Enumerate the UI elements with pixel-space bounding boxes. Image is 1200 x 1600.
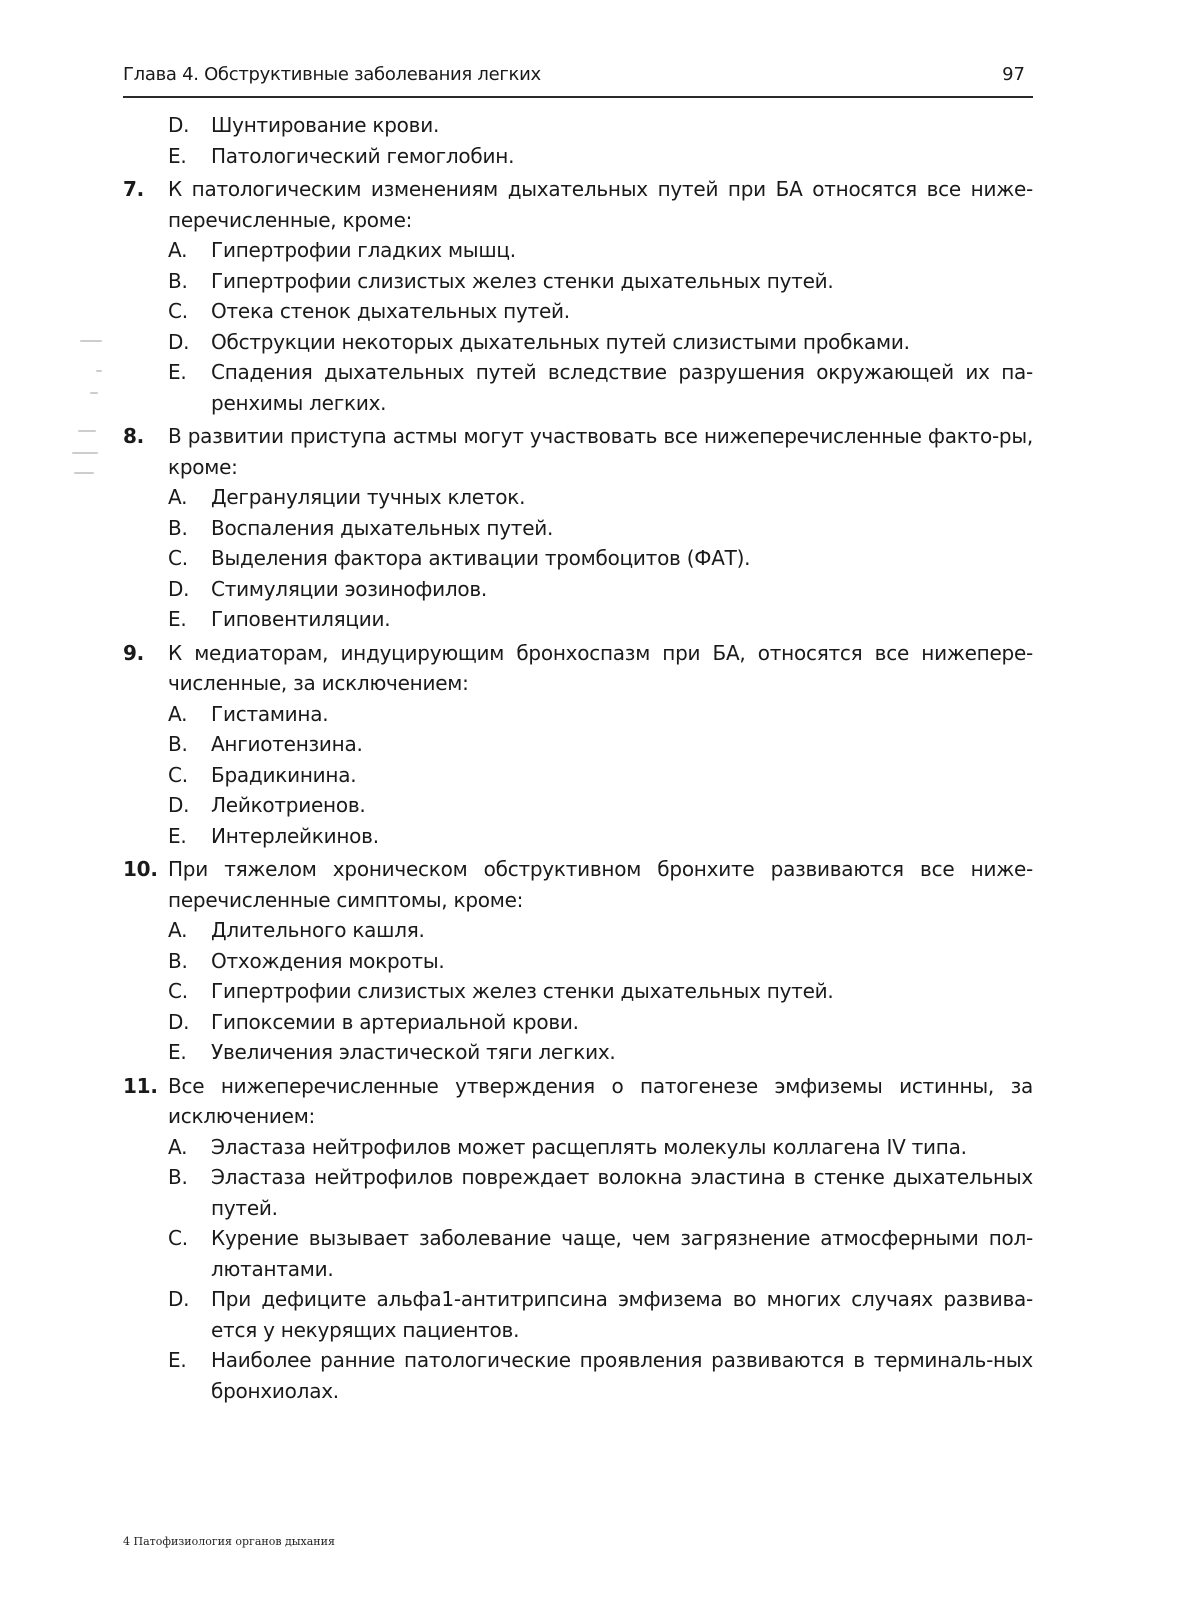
option-text: Интерлейкинов. (211, 823, 379, 848)
answer-option (123, 821, 1033, 852)
answer-option (123, 110, 1033, 141)
option-text: Ангиотензина. (211, 732, 363, 756)
question-number: 9. (123, 640, 145, 665)
option-text: Выделения фактора активации тромбоцитов (ФАТ). (211, 546, 751, 570)
option-text: Дегрануляции тучных клеток. (211, 485, 526, 509)
answer-option (123, 915, 1033, 946)
option-text: Стимуляции эозинофилов. (211, 576, 487, 601)
option-text: Длительного кашля. (211, 918, 425, 942)
question-stem (123, 1071, 1033, 1132)
answer-option (123, 543, 1033, 574)
option-letter: D. (168, 793, 190, 817)
question-text: При тяжелом хроническом обструктивном бронхите развиваются все ниже-перечисленные симптомы, кроме: (168, 857, 1033, 912)
answer-option (123, 482, 1033, 513)
answer-option (123, 729, 1033, 760)
answer-option (123, 790, 1033, 821)
answer-option (123, 1223, 1033, 1284)
option-text: Курение вызывает заболевание чаще, чем загрязнение атмосферными пол-лютантами. (211, 1226, 1033, 1281)
option-text: Спадения дыхательных путей вследствие разрушения окружающей их па-ренхимы легких. (211, 360, 1033, 415)
option-letter: D. (168, 1009, 190, 1034)
option-letter: B. (168, 732, 188, 756)
option-letter: C. (168, 546, 188, 570)
page-footer: 4 Патофизиология органов дыхания (123, 1535, 335, 1548)
question-stem (123, 421, 1033, 482)
option-text: Лейкотриенов. (211, 793, 366, 817)
answer-option (123, 296, 1033, 327)
option-text: Отека стенок дыхательных путей. (211, 299, 570, 323)
option-text: Эластаза нейтрофилов повреждает волокна эластина в стенке дыхательных путей. (211, 1165, 1033, 1220)
option-text: Шунтирование крови. (211, 113, 440, 137)
answer-option (123, 327, 1033, 358)
option-letter: A. (168, 485, 188, 509)
scan-artifacts (60, 330, 120, 510)
option-letter: A. (168, 918, 188, 942)
option-letter: C. (168, 1226, 188, 1250)
answer-option (123, 1037, 1033, 1068)
answer-option (123, 1284, 1033, 1345)
question-text: К патологическим изменениям дыхательных путей при БА относятся все ниже-перечисленные, кроме: (168, 177, 1033, 232)
option-letter: C. (168, 762, 188, 787)
question-text: Все нижеперечисленные утверждения о патогенезе эмфиземы истинны, за исключением: (168, 1073, 1033, 1128)
question-number: 10. (123, 857, 158, 881)
option-text: Гипертрофии слизистых желез стенки дыхательных путей. (211, 979, 834, 1003)
answer-option (123, 760, 1033, 791)
option-letter: B. (168, 515, 188, 540)
answer-option (123, 976, 1033, 1007)
option-text: Гипоксемии в артериальной крови. (211, 1009, 579, 1034)
answer-option (123, 1162, 1033, 1223)
option-letter: E. (168, 143, 187, 168)
option-text: Наиболее ранние патологические проявления развиваются в терминаль-ных бронхиолах. (211, 1348, 1033, 1403)
option-letter: A. (168, 1134, 188, 1159)
answer-option (123, 1345, 1033, 1406)
page-content (123, 110, 1033, 1406)
question-8 (123, 421, 1033, 635)
option-letter: E. (168, 360, 187, 384)
question-stem (123, 854, 1033, 915)
option-text: Отхождения мокроты. (211, 948, 445, 973)
option-letter: B. (168, 268, 188, 293)
chapter-title: Глава 4. Обструктивные заболевания легких (123, 64, 541, 85)
option-text: Гистамина. (211, 701, 329, 726)
question-number: 7. (123, 177, 145, 201)
question-stem (123, 638, 1033, 699)
option-letter: C. (168, 979, 188, 1003)
question-stem (123, 174, 1033, 235)
option-text: Эластаза нейтрофилов может расщеплять молекулы коллагена IV типа. (211, 1134, 967, 1159)
answer-option (123, 235, 1033, 266)
question-number: 8. (123, 424, 145, 448)
option-letter: E. (168, 823, 187, 848)
option-text: Увеличения эластической тяги легких. (211, 1040, 616, 1064)
answer-option (123, 1132, 1033, 1163)
option-text: Гиповентиляции. (211, 607, 391, 631)
option-text: Обструкции некоторых дыхательных путей слизистыми пробками. (211, 329, 910, 354)
question-text: К медиаторам, индуцирующим бронхоспазм при БА, относятся все нижепере-численные, за исключением: (168, 640, 1033, 695)
question-9 (123, 638, 1033, 852)
answer-option (123, 357, 1033, 418)
option-letter: A. (168, 701, 188, 726)
answer-option (123, 574, 1033, 605)
answer-option (123, 946, 1033, 977)
option-letter: A. (168, 238, 188, 262)
page-number: 97 (1002, 64, 1025, 85)
question-7 (123, 174, 1033, 418)
question-11 (123, 1071, 1033, 1407)
answer-option (123, 141, 1033, 172)
option-letter: D. (168, 113, 190, 137)
option-letter: B. (168, 1165, 188, 1189)
question-number: 11. (123, 1073, 158, 1098)
question-text: В развитии приступа астмы могут участвовать все нижеперечисленные факто-ры, кроме: (168, 424, 1033, 479)
answer-option (123, 1007, 1033, 1038)
option-text: Гипертрофии гладких мышц. (211, 238, 516, 262)
option-letter: B. (168, 948, 188, 973)
page-header (123, 62, 1033, 98)
option-text: Воспаления дыхательных путей. (211, 515, 554, 540)
option-text: Гипертрофии слизистых желез стенки дыхательных путей. (211, 268, 834, 293)
answer-option (123, 513, 1033, 544)
answer-option (123, 266, 1033, 297)
option-letter: C. (168, 299, 188, 323)
answer-option (123, 699, 1033, 730)
option-letter: E. (168, 607, 187, 631)
option-letter: D. (168, 576, 190, 601)
question-10 (123, 854, 1033, 1068)
option-text: Патологический гемоглобин. (211, 143, 515, 168)
option-letter: D. (168, 1287, 190, 1311)
option-letter: D. (168, 329, 190, 354)
option-letter: E. (168, 1348, 187, 1372)
option-text: При дефиците альфа1-антитрипсина эмфизема во многих случаях развива-ется у некурящих пациентов. (211, 1287, 1033, 1342)
option-letter: E. (168, 1040, 187, 1064)
answer-option (123, 604, 1033, 635)
option-text: Брадикинина. (211, 762, 357, 787)
